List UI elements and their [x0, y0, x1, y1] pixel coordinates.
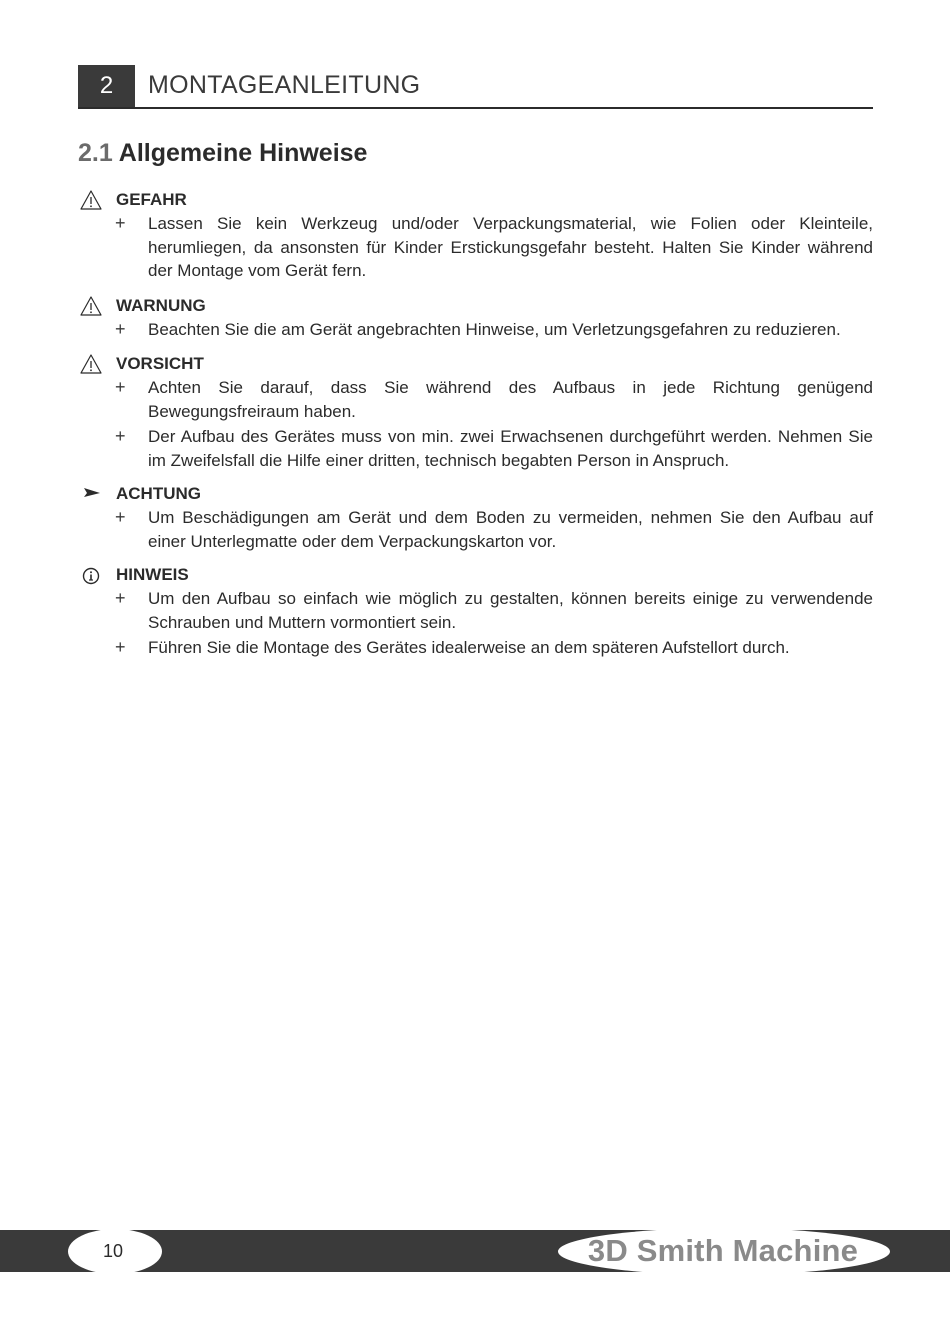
section-number: 2.1 — [78, 139, 113, 167]
list-item — [78, 318, 873, 342]
plus-bullet-icon: + — [115, 426, 126, 446]
list-item — [78, 376, 873, 423]
plus-bullet-icon: + — [115, 507, 126, 527]
notice-label: ACHTUNG — [116, 484, 201, 503]
plus-bullet-icon: + — [115, 637, 126, 657]
list-item — [78, 506, 873, 553]
plus-bullet-icon: + — [115, 319, 126, 339]
info-circle-icon — [80, 565, 102, 585]
warning-triangle-icon — [80, 354, 102, 374]
notice-label: WARNUNG — [116, 296, 206, 315]
list-item-text: Achten Sie darauf, dass Sie während des Aufbaus in jede Richtung genügend Bewegungsfreiraum haben. — [148, 378, 873, 421]
list-item-text: Um Beschädigungen am Gerät und dem Boden zu vermeiden, nehmen Sie den Aufbau auf einer Unterlegmatte oder dem Verpackungskarton vor. — [148, 508, 873, 551]
chapter-number: 2 — [78, 65, 135, 107]
notice-hinweis — [78, 564, 873, 660]
notice-achtung — [78, 483, 873, 553]
list-item — [78, 636, 873, 660]
list-item-text: Um den Aufbau so einfach wie möglich zu gestalten, können bereits einige zu verwendende Schrauben und Muttern vormontiert sein. — [148, 589, 873, 632]
plus-bullet-icon: + — [115, 588, 126, 608]
list-item — [78, 587, 873, 634]
notice-label: HINWEIS — [116, 565, 189, 584]
notice-label: VORSICHT — [116, 354, 204, 373]
section-heading: Allgemeine Hinweise — [118, 139, 368, 167]
list-item-text: Führen Sie die Montage des Gerätes idealerweise an dem späteren Aufstellort durch. — [148, 638, 790, 657]
section-title — [78, 139, 367, 168]
plus-bullet-icon: + — [115, 377, 126, 397]
page-number: 10 — [102, 1241, 124, 1261]
warning-triangle-icon — [80, 190, 102, 210]
list-item — [78, 212, 873, 283]
notice-label: GEFAHR — [116, 190, 187, 209]
chapter-title: MONTAGEANLEITUNG — [148, 71, 421, 99]
arrow-flag-icon — [80, 484, 102, 504]
list-item — [78, 425, 873, 472]
brand-name: 3D Smith Machine — [587, 1233, 859, 1268]
chapter-header — [78, 65, 873, 109]
notice-warnung — [78, 295, 873, 342]
notice-vorsicht — [78, 353, 873, 472]
warning-triangle-icon — [80, 296, 102, 316]
plus-bullet-icon: + — [115, 213, 126, 233]
list-item-text: Lassen Sie kein Werkzeug und/oder Verpackungsmaterial, wie Folien oder Kleinteile, herumliegen, da ansonsten für Kinder Erstickungsgefahr besteht. Halten Sie Kinder während der Montage vom Gerät fern. — [148, 214, 873, 280]
notice-gefahr — [78, 189, 873, 283]
list-item-text: Beachten Sie die am Gerät angebrachten Hinweise, um Verletzungsgefahren zu reduzieren. — [148, 320, 841, 339]
list-item-text: Der Aufbau des Gerätes muss von min. zwei Erwachsenen durchgeführt werden. Nehmen Sie im Zweifelsfall die Hilfe einer dritten, technisch begabten Person in Anspruch. — [148, 427, 873, 470]
